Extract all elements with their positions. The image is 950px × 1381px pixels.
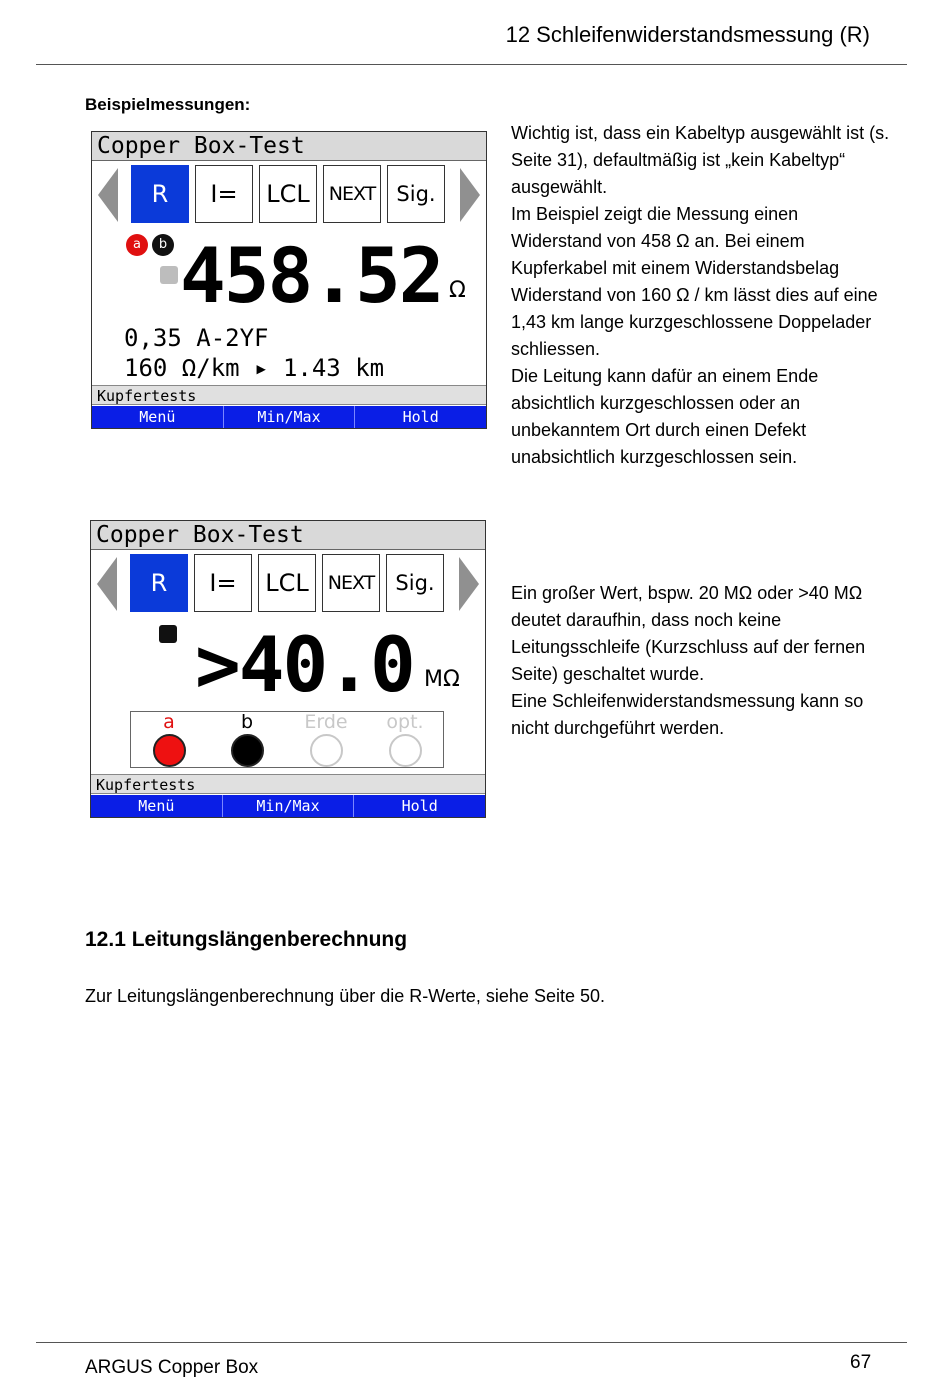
measurement-value: >40.0	[195, 620, 414, 709]
status-bar: Kupfertests	[91, 774, 485, 794]
cable-type-line: 0,35 A-2YF	[124, 324, 269, 352]
running-header-title: 12 Schleifenwiderstandsmessung (R)	[505, 22, 870, 47]
measurement-unit: MΩ	[424, 667, 460, 692]
arrow-right-icon[interactable]	[457, 557, 479, 611]
softkey-hold[interactable]: Hold	[402, 408, 439, 426]
examples-label: Beispielmessungen:	[85, 95, 251, 114]
wire-label: a	[163, 711, 175, 733]
explanation-text-1	[511, 120, 891, 471]
paragraph: Eine Schleifenwiderstandsmessung kann so nicht durchgeführt werden.	[511, 691, 864, 738]
wire-b-badge: b	[152, 234, 174, 256]
tab-lcl-button[interactable]: LCL	[259, 165, 317, 223]
wire-a	[139, 712, 199, 767]
wire-label: Erde	[304, 711, 348, 733]
measurement-value: 458.52	[180, 231, 443, 320]
paragraph: Im Beispiel zeigt die Messung einen Widerstand von 458 Ω an. Bei einem Kupferkabel mit einem Widerstandsbelag Widerstand von 160 Ω / km lässt dies auf eine 1,43 km lange kurzgeschlossene Doppelader schliessen.	[511, 204, 878, 359]
softkey-bar	[91, 795, 485, 817]
wire-connected-black-icon	[231, 734, 264, 767]
footer-rule	[36, 1342, 907, 1343]
wire-a-badge: a	[126, 234, 148, 256]
softkey-minmax[interactable]: Min/Max	[224, 406, 356, 428]
wire-earth	[296, 712, 356, 767]
tab-sig-button[interactable]: Sig.	[386, 554, 444, 612]
softkey-menu[interactable]: Menü	[91, 795, 223, 817]
device-screen-1	[91, 131, 487, 429]
softkey-bar	[92, 406, 486, 428]
wire-status-box	[130, 711, 444, 768]
wire-empty-icon	[389, 734, 422, 767]
softkey-menu[interactable]: Menü	[92, 406, 224, 428]
cable-type-icon	[159, 625, 177, 643]
status-bar: Kupfertests	[92, 385, 486, 405]
paragraph: Die Leitung kann dafür an einem Ende absichtlich kurzgeschlossen oder an unbekanntem Ort durch einen Defekt unabsichtlich kurzgeschlossen sein.	[511, 366, 819, 467]
page-number: 67	[850, 1352, 872, 1373]
tab-next-button[interactable]: NEXT	[323, 165, 381, 223]
wire-connected-red-icon	[153, 734, 186, 767]
section-text: Zur Leitungslängenberechnung über die R-Werte, siehe Seite 50.	[85, 986, 605, 1006]
tab-r-button[interactable]: R	[131, 165, 189, 223]
tab-r-button[interactable]: R	[130, 554, 188, 612]
tab-current-button[interactable]: I=	[194, 554, 252, 612]
arrow-right-icon[interactable]	[458, 168, 480, 222]
wire-b	[217, 712, 277, 767]
wire-label: b	[240, 711, 254, 733]
cable-type-icon	[160, 266, 178, 284]
screen-title: Copper Box-Test	[91, 521, 485, 550]
wire-empty-icon	[310, 734, 343, 767]
paragraph: Wichtig ist, dass ein Kabeltyp ausgewählt ist (s. Seite 31), defaultmäßig ist „kein Kabeltyp“ ausgewählt.	[511, 123, 890, 197]
tab-current-button[interactable]: I=	[195, 165, 253, 223]
section-heading: 12.1 Leitungslängenberechnung	[85, 928, 408, 951]
wire-label: opt.	[386, 711, 424, 733]
tab-next-button[interactable]: NEXT	[322, 554, 380, 612]
footer-product: ARGUS Copper Box	[85, 1357, 259, 1378]
softkey-hold[interactable]: Hold	[401, 797, 438, 815]
arrow-left-icon[interactable]	[98, 168, 120, 222]
paragraph: Ein großer Wert, bspw. 20 MΩ oder >40 MΩ deutet daraufhin, dass noch keine Leitungsschleife (Kurzschluss auf der fernen Seite) geschaltet wurde.	[511, 583, 866, 684]
header-rule	[36, 64, 907, 65]
tab-sig-button[interactable]: Sig.	[387, 165, 445, 223]
measurement-unit: Ω	[449, 278, 466, 303]
arrow-left-icon[interactable]	[97, 557, 119, 611]
softkey-minmax[interactable]: Min/Max	[223, 795, 355, 817]
device-screen-2	[90, 520, 486, 818]
explanation-text-2	[511, 580, 891, 742]
tab-lcl-button[interactable]: LCL	[258, 554, 316, 612]
wire-optional	[375, 712, 435, 767]
screen-title: Copper Box-Test	[92, 132, 486, 161]
length-calc-line: 160 Ω/km ▸ 1.43 km	[124, 354, 385, 382]
